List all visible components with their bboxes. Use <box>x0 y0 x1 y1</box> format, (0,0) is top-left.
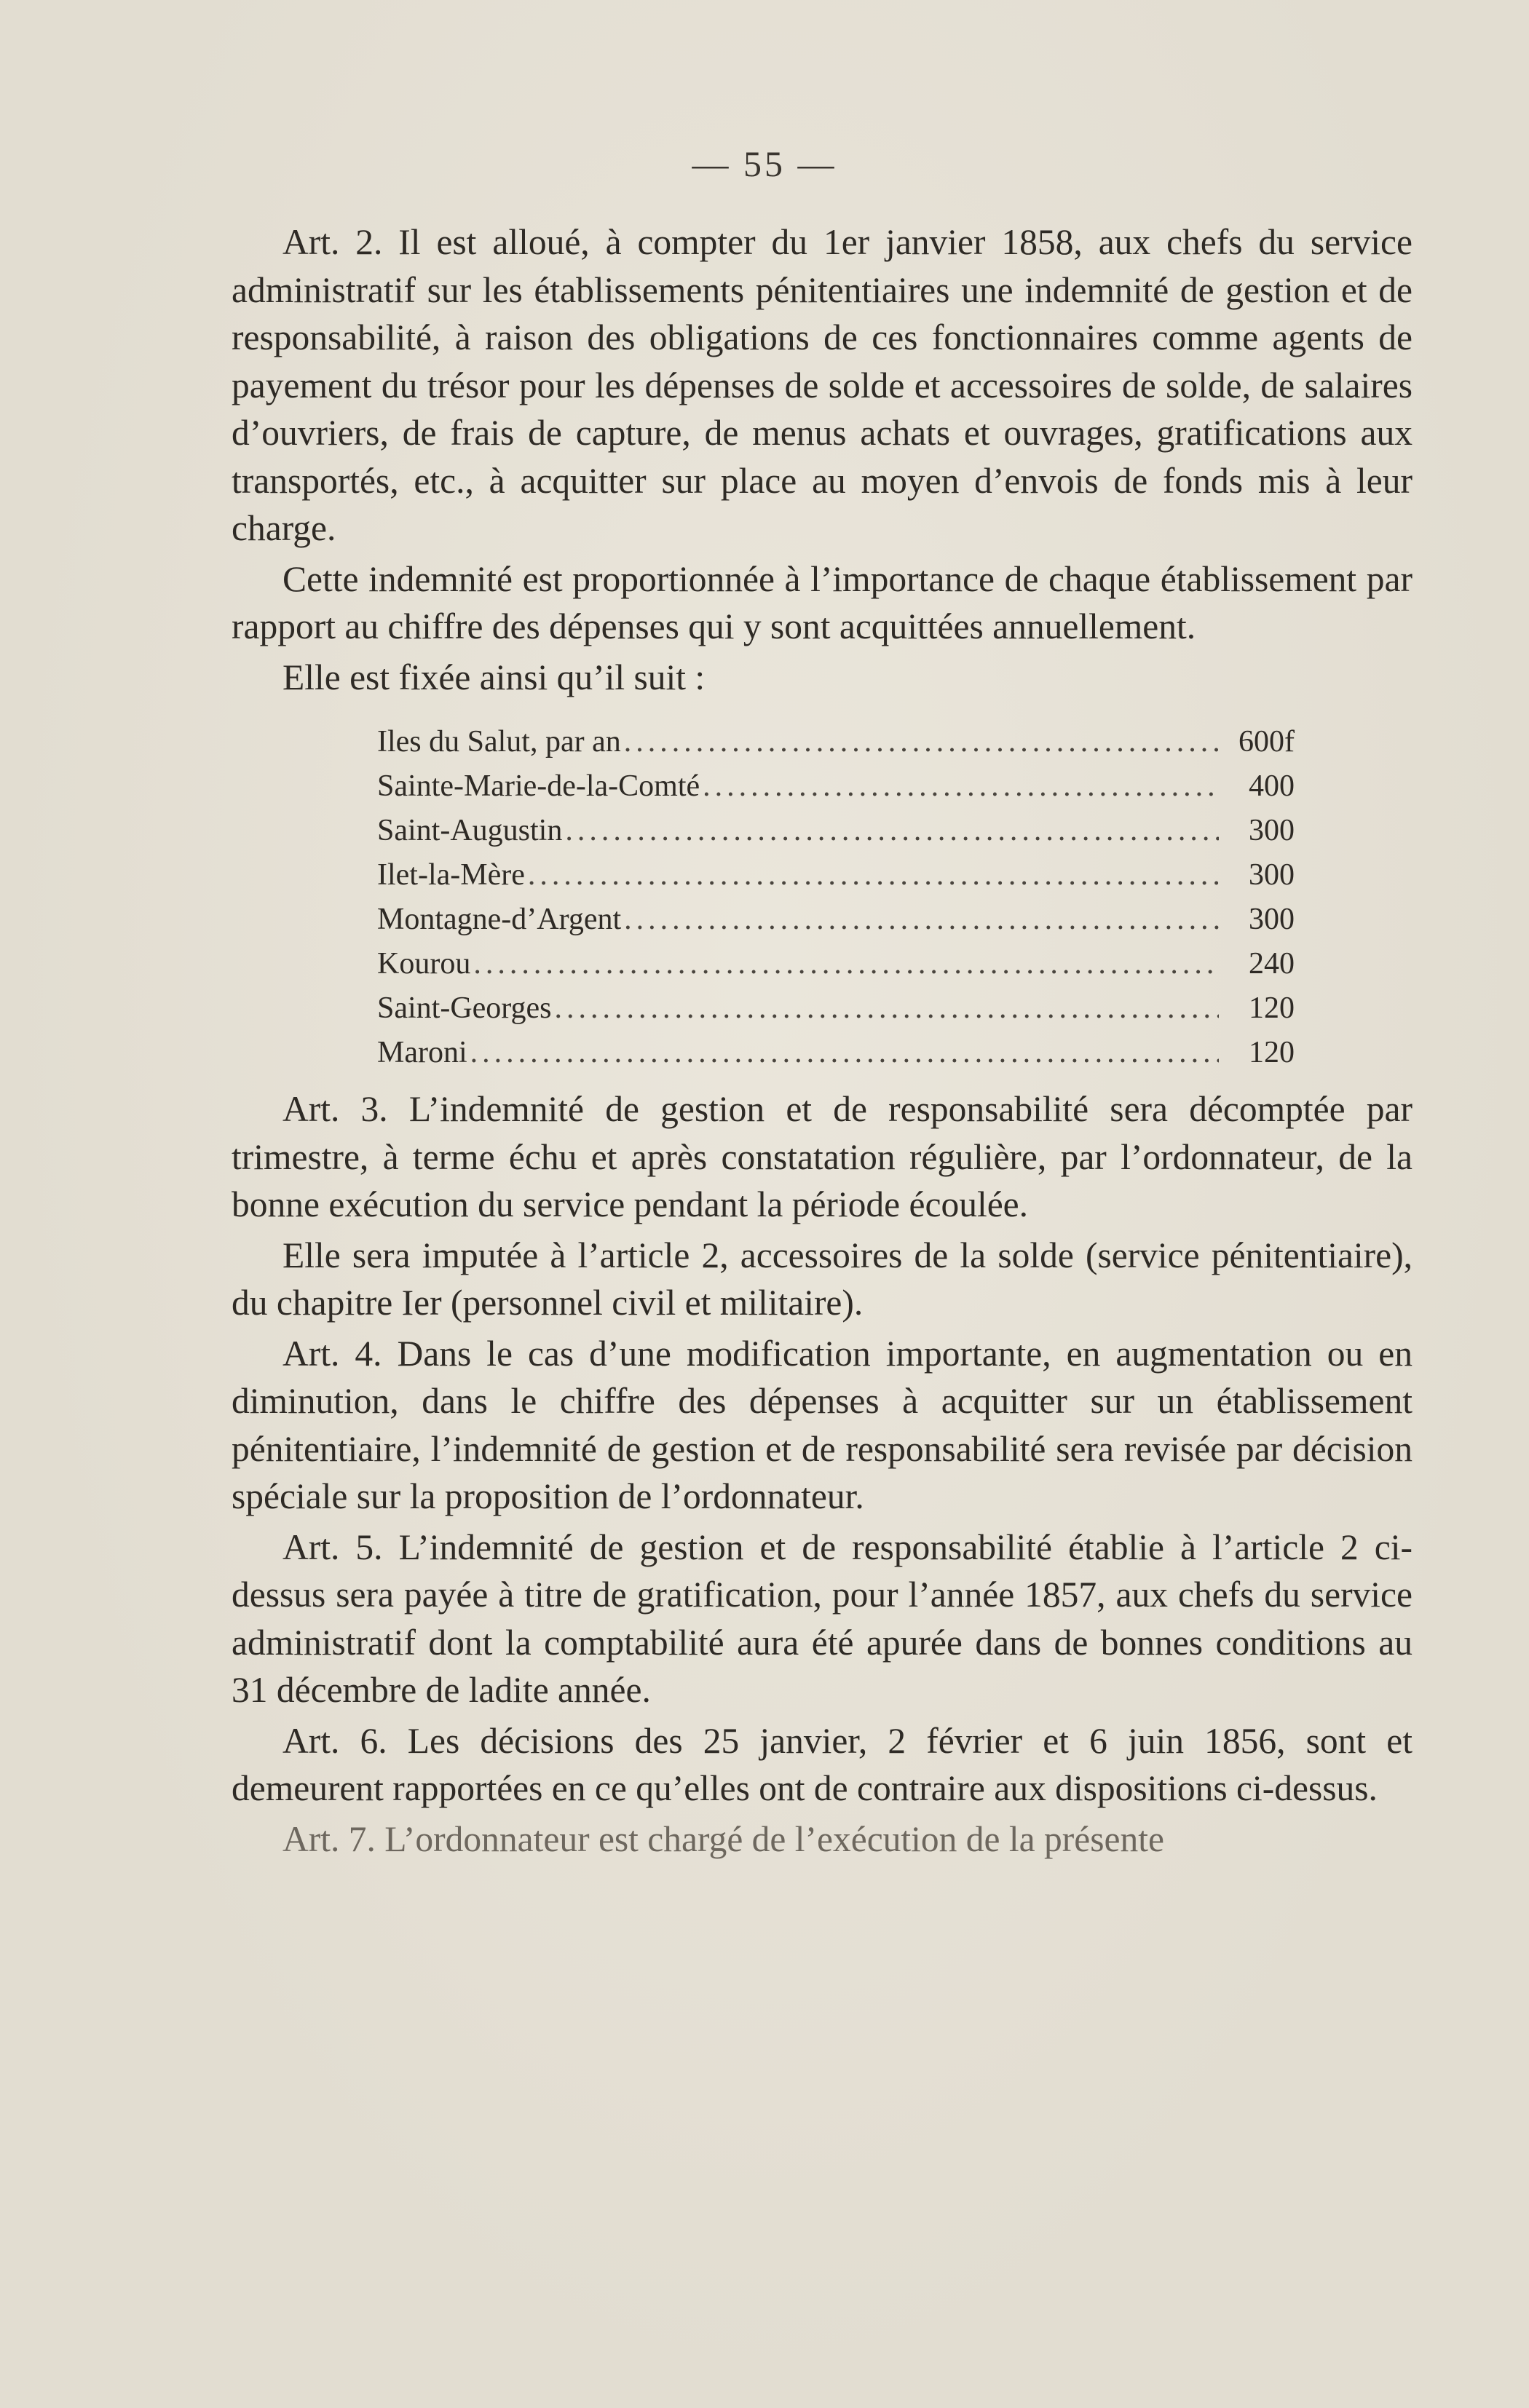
article-6-paragraph: Art. 6. Les décisions des 25 janvier, 2 février et 6 juin 1856, sont et demeurent rapportées en ce qu’elles ont de contraire aux dispositions ci-dessus. <box>232 1720 1413 1808</box>
table-row <box>377 986 1295 1031</box>
amount-value: 240 <box>1249 947 1295 981</box>
dot-leader <box>528 853 1219 898</box>
article-3-paragraph: Art. 3. L’indemnité de gestion et de responsabilité sera décomptée par trimestre, à terme échu et après constatation régulière, par l’ordonnateur, de la bonne exécution du service pendant la période écoulée. <box>232 1089 1413 1224</box>
table-row <box>377 764 1295 809</box>
document-body <box>232 218 1413 1863</box>
amount-value: 600f <box>1238 725 1295 759</box>
indemnity-table <box>377 720 1295 1075</box>
amount-value: 300 <box>1249 814 1295 847</box>
dot-leader <box>703 764 1219 809</box>
place-name: Sainte-Marie-de-la-Comté <box>377 769 700 803</box>
table-intro-paragraph: Elle est fixée ainsi qu’il suit : <box>283 657 706 697</box>
place-name: Kourou <box>377 947 471 981</box>
article-7-paragraph: Art. 7. L’ordonnateur est chargé de l’exécution de la présente <box>283 1818 1164 1859</box>
dot-leader <box>470 1031 1219 1075</box>
dot-leader <box>565 809 1219 853</box>
place-name: Saint-Augustin <box>377 814 563 847</box>
table-row <box>377 853 1295 898</box>
table-row <box>377 1031 1295 1075</box>
table-row <box>377 942 1295 986</box>
imputation-paragraph: Elle sera imputée à l’article 2, accessoires de la solde (service pénitentiaire), du chapitre Ier (personnel civil et militaire). <box>232 1235 1413 1323</box>
dot-leader <box>624 720 1219 764</box>
dot-leader <box>624 898 1219 942</box>
place-name: Montagne-d’Argent <box>377 903 622 936</box>
place-name: Ilet-la-Mère <box>377 858 525 892</box>
amount-value: 300 <box>1249 903 1295 936</box>
page-number: — 55 — <box>692 143 837 184</box>
article-4-paragraph: Art. 4. Dans le cas d’une modification importante, en augmentation ou en diminution, dans le chiffre des dépenses à acquitter sur un établissement pénitentiaire, l’indemnité de gestion et de responsabilité sera revisée par décision spéciale sur la proposition de l’ordonnateur. <box>232 1333 1413 1516</box>
dot-leader <box>555 986 1219 1031</box>
amount-value: 300 <box>1249 858 1295 892</box>
place-name: Saint-Georges <box>377 991 552 1025</box>
article-5-paragraph: Art. 5. L’indemnité de gestion et de responsabilité établie à l’article 2 ci-dessus sera payée à titre de gratification, pour l’année 1857, aux chefs du service administratif dont la comptabilité aura été apurée dans de bonnes conditions au 31 décembre de ladite année. <box>232 1526 1413 1710</box>
table-row <box>377 720 1295 764</box>
table-row <box>377 809 1295 853</box>
amount-value: 400 <box>1249 769 1295 803</box>
place-name: Iles du Salut, par an <box>377 725 621 759</box>
proportion-paragraph: Cette indemnité est proportionnée à l’importance de chaque établissement par rapport au chiffre des dépenses qui y sont acquittées annuellement. <box>232 558 1413 646</box>
amount-value: 120 <box>1249 1036 1295 1069</box>
dot-leader <box>473 942 1219 986</box>
place-name: Maroni <box>377 1036 467 1069</box>
amount-value: 120 <box>1249 991 1295 1025</box>
table-row <box>377 898 1295 942</box>
article-2-paragraph: Art. 2. Il est alloué, à compter du 1er janvier 1858, aux chefs du service administratif sur les établissements pénitentiaires une indemnité de gestion et de responsabilité, à raison des obligations de ces fonctionnaires comme agents de payement du trésor pour les dépenses de solde et accessoires de solde, de salaires d’ouvriers, de frais de capture, de menus achats et ouvrages, gratifications aux transportés, etc., à acquitter sur place au moyen d’envois de fonds mis à leur charge. <box>232 222 1413 548</box>
